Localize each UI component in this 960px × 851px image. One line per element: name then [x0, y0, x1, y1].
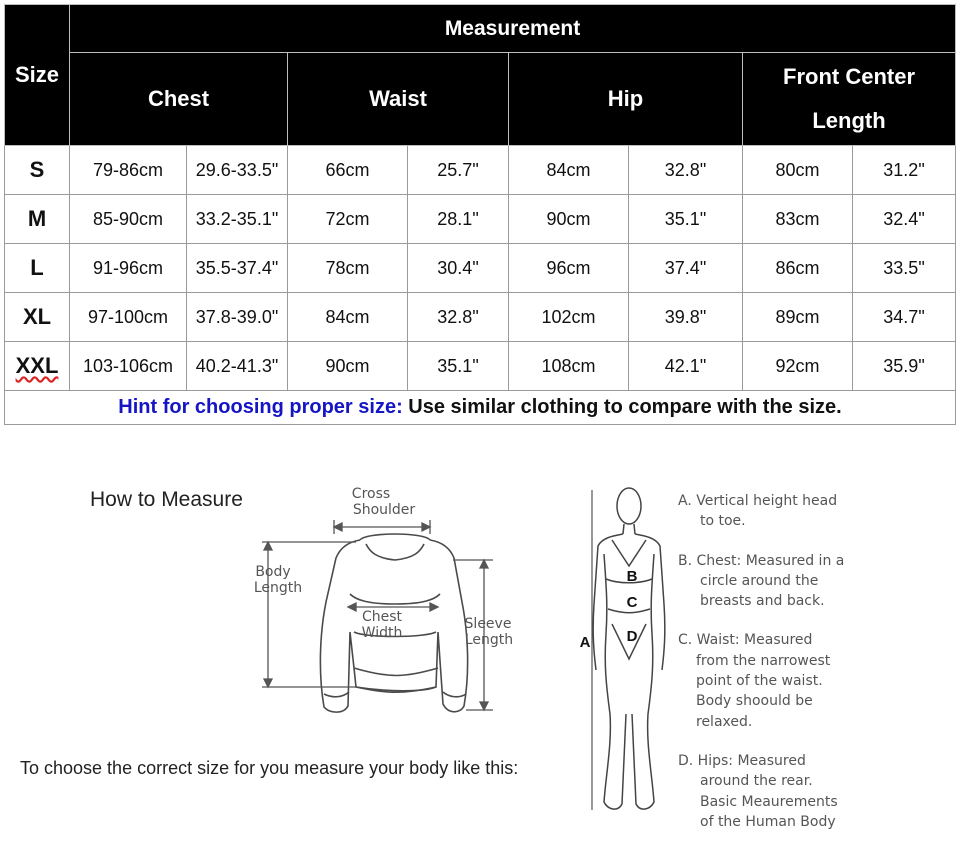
chest-header: Chest	[70, 53, 288, 146]
body-length-label-line2: Length	[253, 580, 303, 596]
table-row	[5, 195, 956, 244]
note-d-line: around the rear.	[700, 773, 813, 790]
waist-cm-cell: 90cm	[288, 342, 408, 391]
waist-in-cell: 28.1"	[408, 195, 509, 244]
size-cell: S	[5, 146, 70, 195]
hip-in-cell: 32.8"	[629, 146, 743, 195]
note-c-line: point of the waist.	[696, 673, 823, 690]
length-in-cell: 34.7"	[853, 293, 956, 342]
hint-row	[5, 391, 956, 425]
chest-cm-cell: 97-100cm	[70, 293, 187, 342]
body-letter-a: A	[579, 634, 591, 651]
note-d	[678, 751, 958, 832]
size-header: Size	[5, 5, 70, 146]
cross-shoulder-label-line2: Shoulder	[352, 502, 416, 518]
note-d-head: D. Hips: Measured	[678, 752, 806, 769]
table-row	[5, 146, 956, 195]
note-d-line: Basic Meaurements	[700, 793, 838, 810]
note-a-line: to toe.	[700, 513, 746, 530]
waist-cm-cell: 84cm	[288, 293, 408, 342]
hip-cm-cell: 108cm	[509, 342, 629, 391]
note-c-line: from the narrowest	[696, 652, 831, 669]
hip-header: Hip	[509, 53, 743, 146]
note-c	[678, 630, 958, 731]
waist-in-cell: 32.8"	[408, 293, 509, 342]
length-in-cell: 31.2"	[853, 146, 956, 195]
front-center-header-line2: Length	[812, 108, 886, 133]
body-figure-diagram	[574, 484, 670, 820]
waist-cm-cell: 66cm	[288, 146, 408, 195]
note-c-line: Body shoould be	[696, 693, 813, 710]
cross-shoulder-arrow	[334, 520, 430, 534]
chest-in-cell: 35.5-37.4"	[187, 244, 288, 293]
note-b-head: B. Chest: Measured in a	[678, 552, 845, 569]
waist-in-cell: 25.7"	[408, 146, 509, 195]
size-cell: L	[5, 244, 70, 293]
hip-cm-cell: 90cm	[509, 195, 629, 244]
hip-cm-cell: 96cm	[509, 244, 629, 293]
cross-shoulder-label-line1: Cross	[351, 486, 391, 502]
chest-in-cell: 37.8-39.0"	[187, 293, 288, 342]
table-row	[5, 244, 956, 293]
chest-cm-cell: 79-86cm	[70, 146, 187, 195]
front-center-length-header	[743, 53, 956, 146]
body-letter-c: C	[626, 594, 638, 611]
chest-in-cell: 33.2-35.1"	[187, 195, 288, 244]
length-cm-cell: 92cm	[743, 342, 853, 391]
table-row	[5, 342, 956, 391]
note-b	[678, 551, 958, 612]
note-b-line: breasts and back.	[700, 593, 825, 610]
length-cm-cell: 80cm	[743, 146, 853, 195]
chest-cm-cell: 85-90cm	[70, 195, 187, 244]
note-d-line: of the Human Body	[700, 813, 836, 830]
length-cm-cell: 89cm	[743, 293, 853, 342]
size-chart-table	[4, 4, 956, 425]
how-to-measure-title: How to Measure	[90, 488, 243, 511]
human-body-icon	[593, 488, 665, 809]
length-cm-cell: 83cm	[743, 195, 853, 244]
sleeve-length-label-line1: Sleeve	[464, 616, 512, 632]
hip-in-cell: 42.1"	[629, 342, 743, 391]
chest-width-label-line2: Width	[361, 625, 403, 641]
length-in-cell: 33.5"	[853, 244, 956, 293]
size-cell: XL	[5, 293, 70, 342]
shirt-diagram	[248, 482, 538, 720]
waist-cm-cell: 78cm	[288, 244, 408, 293]
sleeve-length-label-line2: Length	[464, 632, 514, 648]
table-row	[5, 293, 956, 342]
hip-in-cell: 39.8"	[629, 293, 743, 342]
waist-cm-cell: 72cm	[288, 195, 408, 244]
hip-cm-cell: 102cm	[509, 293, 629, 342]
waist-header: Waist	[288, 53, 509, 146]
chest-width-label-line1: Chest	[361, 609, 403, 625]
chest-in-cell: 29.6-33.5"	[187, 146, 288, 195]
hip-in-cell: 35.1"	[629, 195, 743, 244]
chest-cm-cell: 91-96cm	[70, 244, 187, 293]
hip-cm-cell: 84cm	[509, 146, 629, 195]
note-a	[678, 491, 958, 532]
hint-text: Use similar clothing to compare with the size.	[408, 396, 842, 418]
size-cell	[5, 342, 70, 391]
body-length-label-line1: Body	[255, 564, 291, 580]
measurement-notes	[678, 491, 958, 851]
measure-instruction: To choose the correct size for you measure your body like this:	[20, 758, 519, 778]
body-letter-d: D	[626, 628, 638, 645]
measurement-header: Measurement	[70, 5, 956, 53]
length-in-cell: 35.9"	[853, 342, 956, 391]
length-cm-cell: 86cm	[743, 244, 853, 293]
front-center-header-line1: Front Center	[783, 64, 915, 89]
chest-cm-cell: 103-106cm	[70, 342, 187, 391]
note-a-head: A. Vertical height head	[678, 493, 838, 509]
waist-in-cell: 30.4"	[408, 244, 509, 293]
note-c-line: relaxed.	[696, 713, 753, 730]
size-cell: M	[5, 195, 70, 244]
body-letter-b: B	[626, 568, 638, 585]
length-in-cell: 32.4"	[853, 195, 956, 244]
note-c-head: C. Waist: Measured	[678, 632, 813, 649]
chest-in-cell: 40.2-41.3"	[187, 342, 288, 391]
hint-label: Hint for choosing proper size:	[118, 396, 403, 418]
waist-in-cell: 35.1"	[408, 342, 509, 391]
hip-in-cell: 37.4"	[629, 244, 743, 293]
note-b-line: circle around the	[700, 572, 819, 589]
size-cell-text: XXL	[15, 353, 59, 378]
